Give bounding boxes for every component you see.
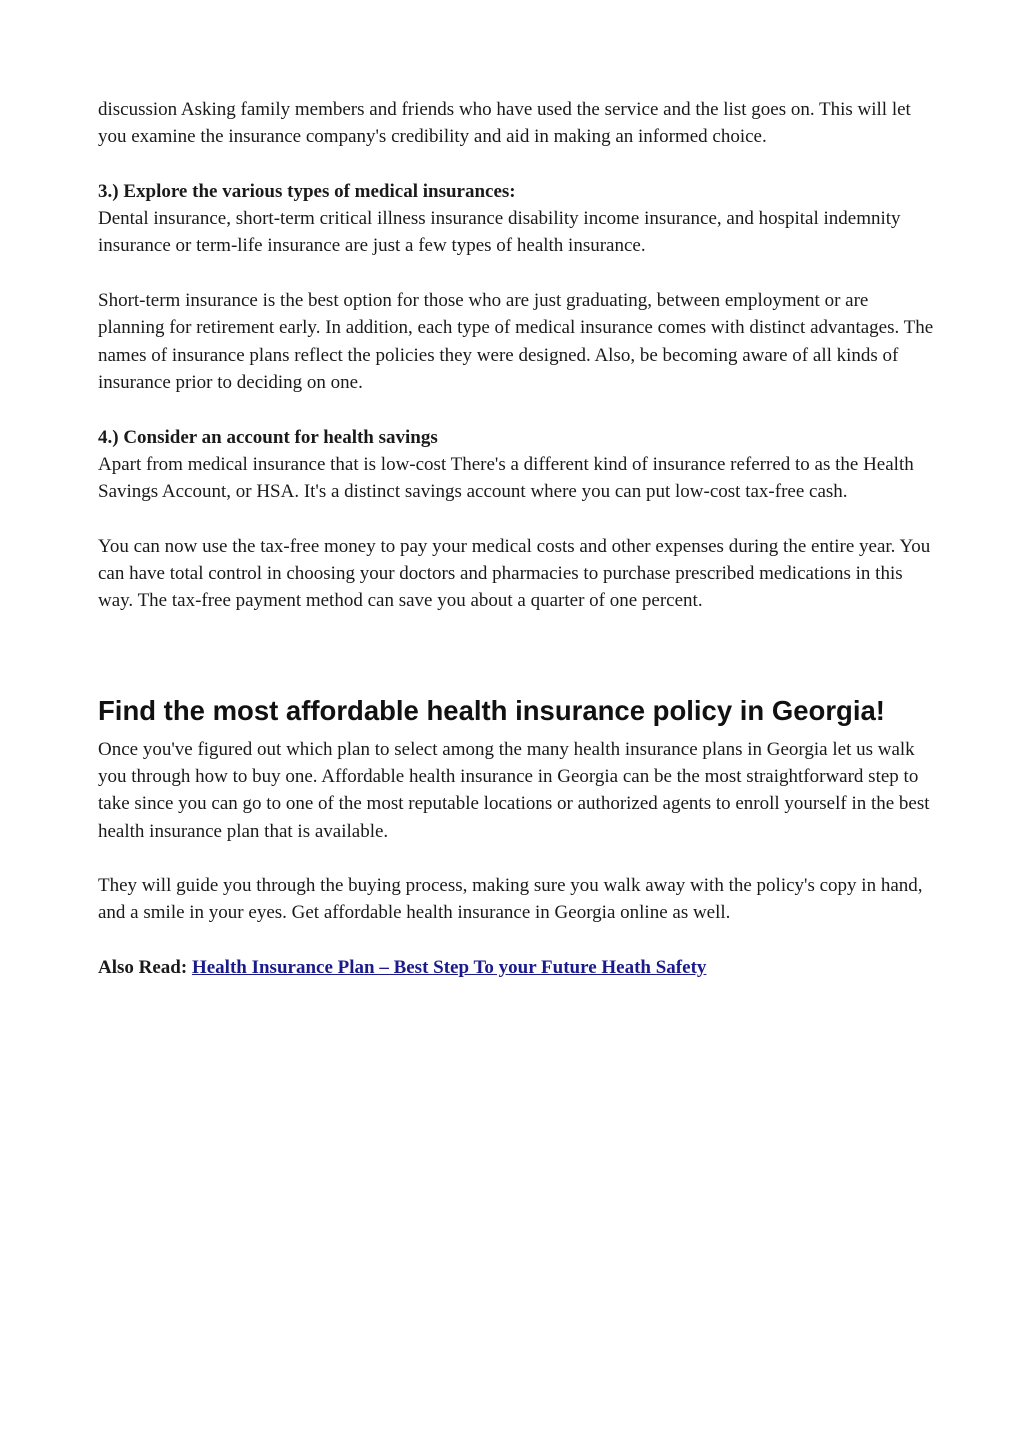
section-4-heading: 4.) Consider an account for health savings [98,426,438,448]
intro-paragraph: discussion Asking family members and friends who have used the service and the list goes on. This will let you examine the insurance company's credibility and aid in making an informed choice. [98,99,911,148]
georgia-heading: Find the most affordable health insurance policy in Georgia! [98,694,885,726]
section-3-paragraph-2: Short-term insurance is the best option for those who are just graduating, between employment or are planning for retirement early. In addition, each type of medical insurance comes with distinct advantages. The names of insurance plans reflect the policies they were designed. Also, be becoming aware of all kinds of insurance prior to deciding on one. [98,290,934,393]
section-3-paragraph-1: Dental insurance, short-term critical illness insurance disability income insurance, and hospital indemnity insurance or term-life insurance are just a few types of health insurance. [98,208,901,257]
also-read-line [98,954,934,981]
georgia-paragraph-1: Once you've figured out which plan to select among the many health insurance plans in Georgia let us walk you through how to buy one. Affordable health insurance in Georgia can be the most straightforward step to take since you can go to one of the most reputable locations or authorized agents to enroll yourself in the best health insurance plan that is available. [98,738,930,842]
section-3-heading: 3.) Explore the various types of medical insurances: [98,180,516,202]
also-read-label: Also Read: [98,957,188,979]
georgia-paragraph-2: They will guide you through the buying process, making sure you walk away with the policy's copy in hand, and a smile in your eyes. Get affordable health insurance in Georgia online as well. [98,875,923,924]
document-page [98,96,934,981]
section-4-paragraph-1: Apart from medical insurance that is low-cost There's a different kind of insurance referred to as the Health Savings Account, or HSA. It's a distinct savings account where you can put low-cost tax-free cash. [98,453,914,503]
also-read-link[interactable]: Health Insurance Plan – Best Step To your Future Heath Safety [191,957,707,979]
section-4-paragraph-2: You can now use the tax-free money to pay your medical costs and other expenses during the entire year. You can have total control in choosing your doctors and pharmacies to purchase prescribed medications in this way. The tax-free payment method can save you about a quarter of one percent. [98,535,931,612]
